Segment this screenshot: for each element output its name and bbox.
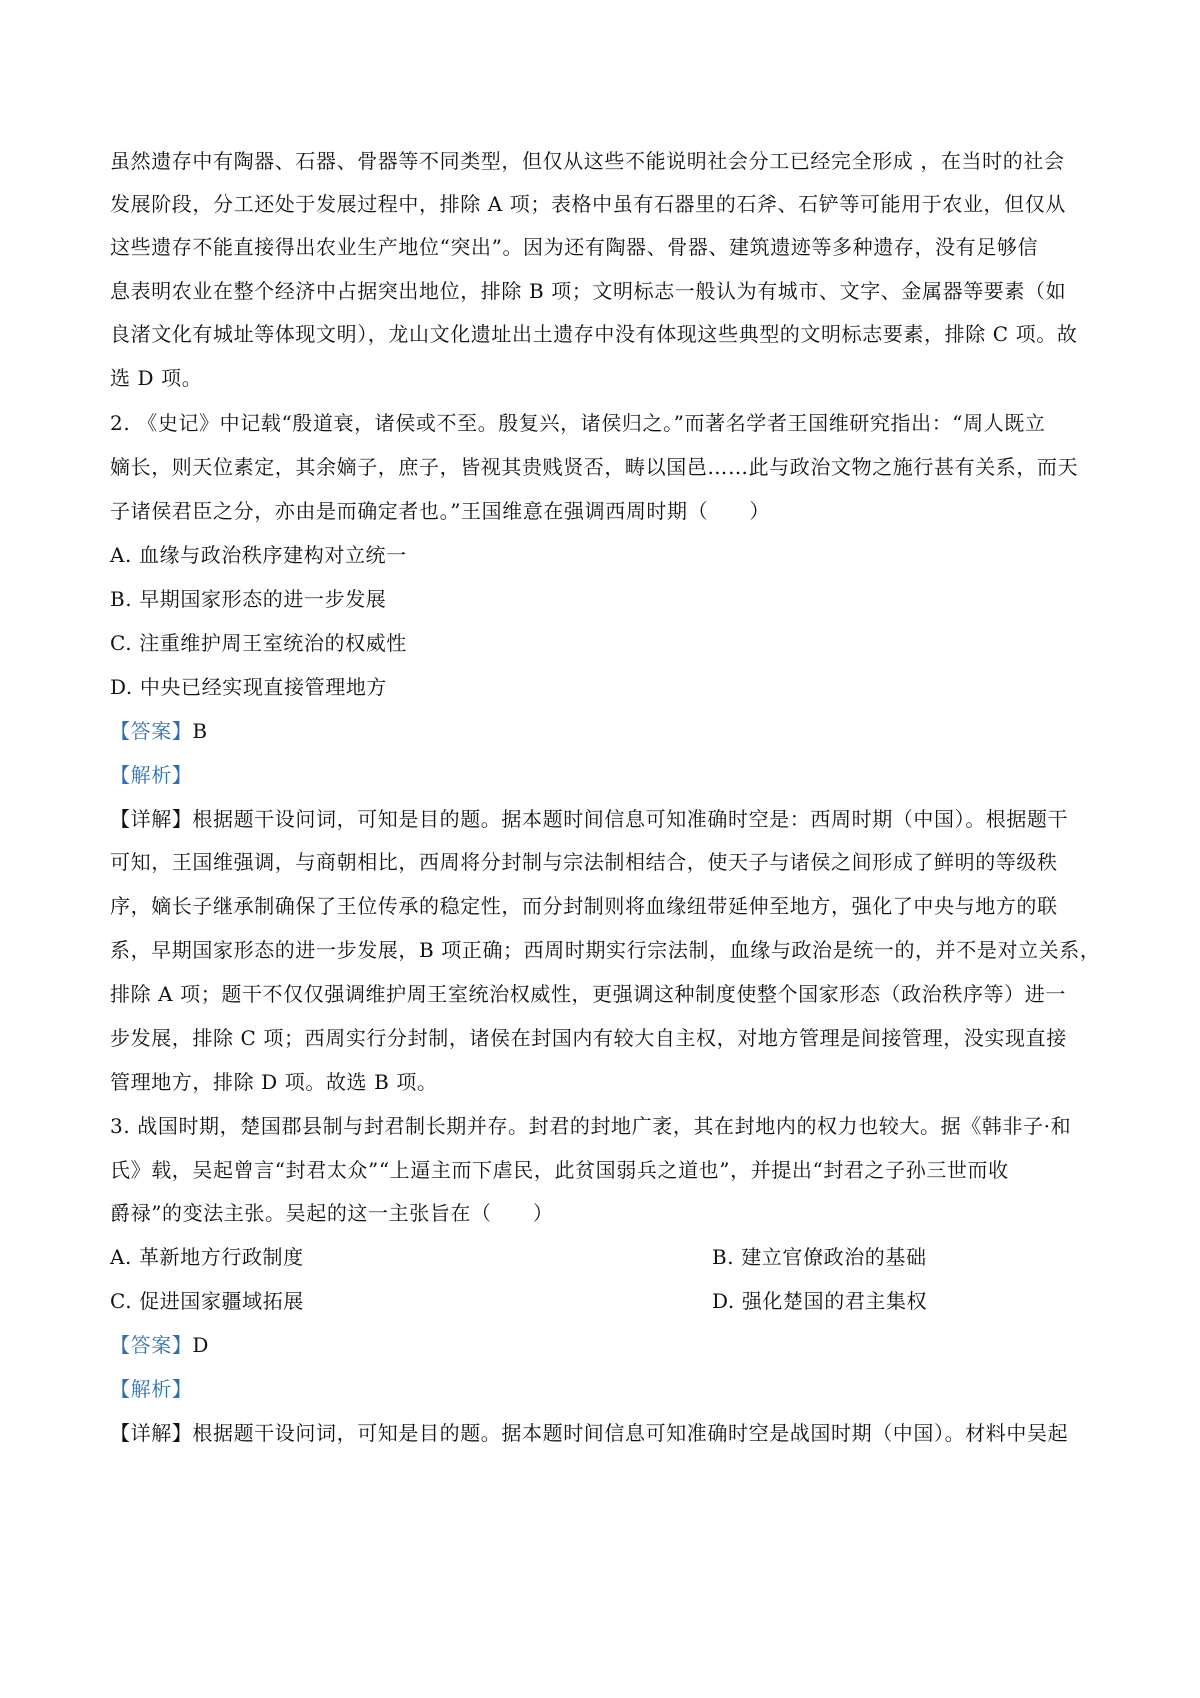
prev-explanation-line: 选 D 项。	[110, 366, 203, 390]
q3-options-row-2	[110, 1287, 1120, 1315]
q2-option-a: A. 血缘与政治秩序建构对立统一	[110, 543, 407, 567]
q3-option-d: D. 强化楚国的君主集权	[712, 1289, 928, 1313]
q2-option-c: C. 注重维护周王室统治的权威性	[110, 631, 407, 655]
answer-value: D	[192, 1333, 210, 1357]
q2-option-b: B. 早期国家形态的进一步发展	[110, 587, 387, 611]
answer-tag: 【答案】	[110, 719, 193, 743]
answer-value: B	[192, 719, 208, 743]
q3-stem-line: 爵禄”的变法主张。吴起的这一主张旨在（ ）	[110, 1201, 554, 1225]
q2-detail-line: 系，早期国家形态的进一步发展，B 项正确；西周时期实行宗法制，血缘与政治是统一的，并不是对立关系，	[110, 938, 1101, 962]
q2-detail-line: 排除 A 项；题干不仅仅强调维护周王室统治权威性，更强调这种制度使整个国家形态（政治秩序等）进一	[110, 982, 1066, 1006]
q3-detail-line: 【详解】根据题干设问词，可知是目的题。据本题时间信息可知准确时空是战国时期（中国）。材料中吴起	[110, 1421, 1069, 1445]
q3-answer	[110, 1331, 1120, 1359]
answer-tag: 【答案】	[110, 1333, 193, 1357]
q2-option-d: D. 中央已经实现直接管理地方	[110, 675, 388, 699]
prev-explanation-line: 良渚文化有城址等体现文明），龙山文化遗址出土遗存中没有体现这些典型的文明标志要素，排除 C 项。故	[110, 322, 1078, 346]
q2-detail-line: 可知，王国维强调，与商朝相比，西周将分封制与宗法制相结合，使天子与诸侯之间形成了鲜明的等级秩	[110, 850, 1058, 874]
q2-detail-line: 步发展，排除 C 项；西周实行分封制，诸侯在封国内有较大自主权，对地方管理是间接管理，没实现直接	[110, 1026, 1067, 1050]
q3-stem-line: 3. 战国时期，楚国郡县制与封君制长期并存。封君的封地广袤，其在封地内的权力也较大。据《韩非子·和	[110, 1114, 1072, 1138]
q2-analysis-tag: 【解析】	[110, 763, 193, 787]
prev-explanation-line: 虽然遗存中有陶器、石器、骨器等不同类型，但仅从这些不能说明社会分工已经完全形成 ，在当时的社会	[110, 149, 1065, 173]
q2-stem-line: 嫡长，则天位素定，其余嫡子，庶子，皆视其贵贱贤否，畴以国邑……此与政治文物之施行甚有关系，而天	[110, 455, 1079, 479]
q3-analysis-tag: 【解析】	[110, 1377, 193, 1401]
q2-stem-line: 2. 《史记》中记载“殷道衰，诸侯或不至。殷复兴，诸侯归之。”而著名学者王国维研究指出：“周人既立	[110, 411, 1046, 435]
q3-option-c: C. 促进国家疆域拓展	[110, 1289, 304, 1313]
prev-explanation-line: 这些遗存不能直接得出农业生产地位“突出”。因为还有陶器、骨器、建筑遗迹等多种遗存，没有足够信	[110, 235, 1039, 259]
q3-option-b: B. 建立官僚政治的基础	[712, 1245, 927, 1269]
q2-detail-line: 序，嫡长子继承制确保了王位传承的稳定性，而分封制则将血缘纽带延伸至地方，强化了中央与地方的联	[110, 894, 1058, 918]
q3-options-row-1	[110, 1243, 1120, 1271]
prev-explanation-line: 息表明农业在整个经济中占据突出地位，排除 B 项；文明标志一般认为有城市、文字、金属器等要素（如	[110, 279, 1067, 303]
q2-detail-line: 【详解】根据题干设问词，可知是目的题。据本题时间信息可知准确时空是：西周时期（中国）。根据题干	[110, 807, 1069, 831]
q2-stem-line: 子诸侯君臣之分，亦由是而确定者也。”王国维意在强调西周时期（ ）	[110, 499, 771, 523]
q2-answer	[110, 717, 1120, 745]
q2-detail-line: 管理地方，排除 D 项。故选 B 项。	[110, 1070, 438, 1094]
prev-explanation-line: 发展阶段，分工还处于发展过程中，排除 A 项；表格中虽有石器里的石斧、石铲等可能用于农业，但仅从	[110, 192, 1066, 216]
q3-stem-line: 氏》载，吴起曾言“封君太众”“上逼主而下虐民，此贫国弱兵之道也”，并提出“封君之子孙三世而收	[110, 1158, 1009, 1182]
q3-option-a: A. 革新地方行政制度	[110, 1245, 304, 1269]
